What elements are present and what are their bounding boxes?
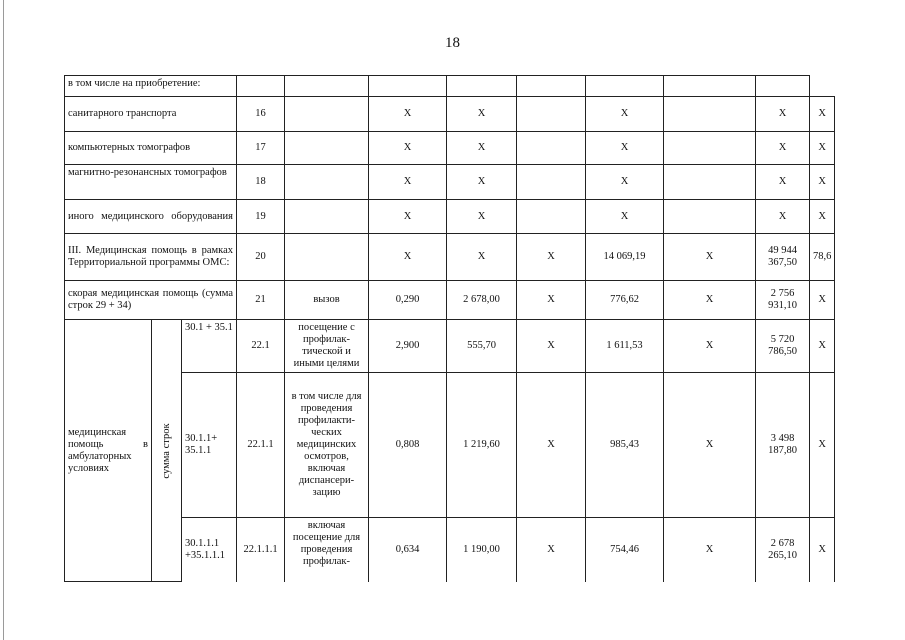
- cell-value: 3 498 187,80: [756, 373, 810, 518]
- cell-value: X: [517, 518, 586, 582]
- cell-value: X: [664, 281, 756, 320]
- cell-value: X: [369, 132, 447, 165]
- cell-value: 49 944 367,50: [756, 234, 810, 281]
- cell-value: X: [664, 518, 756, 582]
- row-label: санитарного транспорта: [65, 97, 237, 132]
- sum-formula: 30.1 + 35.1: [182, 320, 237, 373]
- cell-value: 0,634: [369, 518, 447, 582]
- cell-value: X: [810, 281, 835, 320]
- row-label: магнитно-резонансных томографов: [65, 165, 237, 200]
- vertical-label-cell: [152, 320, 182, 582]
- row-number: 21: [237, 281, 285, 320]
- page-number: 18: [445, 35, 460, 51]
- cell-value: X: [369, 165, 447, 200]
- row-number: 16: [237, 97, 285, 132]
- cell-value: 14 069,19: [586, 234, 664, 281]
- cell-value: 1 611,53: [586, 320, 664, 373]
- cell-value: X: [447, 97, 517, 132]
- cell-value: 985,43: [586, 373, 664, 518]
- cell-value: X: [586, 165, 664, 200]
- cell-value: X: [810, 200, 835, 234]
- cell-value: 2 756 931,10: [756, 281, 810, 320]
- cell-value: X: [447, 234, 517, 281]
- cell-value: 1 219,60: [447, 373, 517, 518]
- cell-value: X: [664, 234, 756, 281]
- page-edge-line: [3, 0, 4, 640]
- cell-value: 0,290: [369, 281, 447, 320]
- cell-value: 555,70: [447, 320, 517, 373]
- cell-value: X: [810, 97, 835, 132]
- cell-value: X: [810, 373, 835, 518]
- cell-value: X: [756, 165, 810, 200]
- cell-value: 2 678,00: [447, 281, 517, 320]
- row-label: в том числе на приобретение:: [65, 76, 237, 97]
- table-row: [65, 234, 835, 281]
- financial-table: [64, 75, 835, 582]
- cell-value: X: [756, 132, 810, 165]
- cell-value: X: [810, 518, 835, 582]
- cell-value: X: [517, 234, 586, 281]
- row-number: 22.1.1.1: [237, 518, 285, 582]
- vertical-label: сумма строк: [160, 422, 172, 479]
- cell-value: 2,900: [369, 320, 447, 373]
- table-row: [65, 281, 835, 320]
- table-row: [65, 132, 835, 165]
- cell-value: X: [810, 165, 835, 200]
- unit-cell: вызов: [285, 281, 369, 320]
- row-number: 17: [237, 132, 285, 165]
- table-row: [65, 200, 835, 234]
- cell-value: X: [586, 200, 664, 234]
- cell-value: X: [586, 97, 664, 132]
- table-row: [65, 76, 835, 97]
- row-label: медицинская помощь в амбулаторных условиях: [65, 320, 152, 582]
- row-number: 20: [237, 234, 285, 281]
- cell-value: X: [369, 200, 447, 234]
- row-number: 19: [237, 200, 285, 234]
- cell-value: X: [447, 165, 517, 200]
- cell-value: X: [586, 132, 664, 165]
- sum-formula: 30.1.1.1 +35.1.1.1: [182, 518, 237, 582]
- cell-value: X: [517, 320, 586, 373]
- cell-value: 2 678 265,10: [756, 518, 810, 582]
- sum-formula: 30.1.1+ 35.1.1: [182, 373, 237, 518]
- unit-cell: в том числе для проведения профилакти-ческих медицинских осмотров, включая диспансери-зацию: [285, 373, 369, 518]
- cell-value: X: [447, 132, 517, 165]
- cell-value: 0,808: [369, 373, 447, 518]
- cell-value: X: [810, 132, 835, 165]
- row-number: 22.1: [237, 320, 285, 373]
- cell-value: X: [447, 200, 517, 234]
- row-number: 22.1.1: [237, 373, 285, 518]
- cell-value: 1 190,00: [447, 518, 517, 582]
- row-label: скорая медицинская помощь (сумма строк 29 + 34): [65, 281, 237, 320]
- cell-value: X: [517, 373, 586, 518]
- table-row: [65, 320, 835, 373]
- cell-value: X: [664, 320, 756, 373]
- table-row: [65, 165, 835, 200]
- unit-cell: посещение с профилак-тической и иными целями: [285, 320, 369, 373]
- cell-value: 776,62: [586, 281, 664, 320]
- row-label: III. Медицинская помощь в рамках Территориальной программы ОМС:: [65, 234, 237, 281]
- row-number: 18: [237, 165, 285, 200]
- row-label: компьютерных томографов: [65, 132, 237, 165]
- cell-value: X: [756, 97, 810, 132]
- cell-value: X: [517, 281, 586, 320]
- table-row: [65, 97, 835, 132]
- cell-value: X: [756, 200, 810, 234]
- cell-value: X: [810, 320, 835, 373]
- cell-value: 78,6: [810, 234, 835, 281]
- cell-value: 754,46: [586, 518, 664, 582]
- cell-value: X: [369, 97, 447, 132]
- row-label: иного медицинского оборудования: [65, 200, 237, 234]
- cell-value: 5 720 786,50: [756, 320, 810, 373]
- cell-value: X: [369, 234, 447, 281]
- cell-value: X: [664, 373, 756, 518]
- unit-cell: включая посещение для проведения профилак-: [285, 518, 369, 582]
